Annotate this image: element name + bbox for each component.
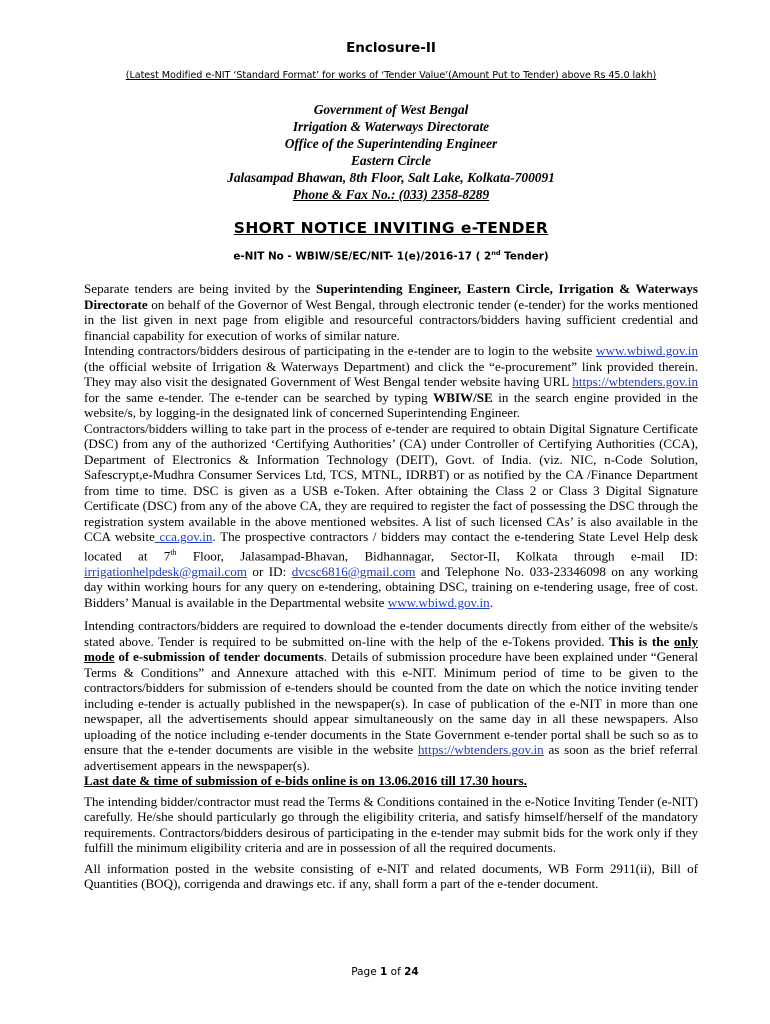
paragraph-information: All information posted in the website consisting of e-NIT and related documents, WB Form 2911(ii), Bill of Quantities (BOQ), corrigenda and drawings etc. if any, shall form a part of the e-tender document. <box>84 860 698 892</box>
para2-text-1: Intending contractors/bidders desirous of participating in the e-tender are to login to the website <box>84 343 597 359</box>
para3-text-6: . <box>489 594 493 610</box>
link-cca[interactable]: cca.gov.in <box>154 529 213 545</box>
enit-prefix: e-NIT No - WBIW/SE/EC/NIT- 1(e)/2016-17 ( 2 <box>233 250 492 263</box>
office-line-directorate: Irrigation & Waterways Directorate <box>292 119 490 134</box>
para2-text-4: in the search engine provided in the website/s, by logging-in the designated link of concerned Superintending Engineer. <box>84 389 698 421</box>
para1-text-1: Separate tenders are being invited by the <box>84 281 316 297</box>
office-line-circle: Eastern Circle <box>351 153 431 168</box>
paragraph-dsc <box>84 421 698 610</box>
enit-sup: nd <box>491 249 501 257</box>
para4-bold-underline: only mode <box>84 633 698 665</box>
enclosure-title: Enclosure-II <box>346 40 436 56</box>
para2-bold-1: WBIW/SE <box>433 389 493 405</box>
office-line-phone: Phone & Fax No.: (033) 2358-8289 <box>292 187 490 202</box>
format-subtitle: (Latest Modified e-NIT ‘Standard Format’ for works of ‘Tender Value’(Amount Put to Tender) above Rs 45.0 lakh) <box>125 70 657 81</box>
office-address-block <box>84 101 698 203</box>
para2-text-3: for the same e-tender. The e-tender can be searched by typing <box>84 389 434 405</box>
link-helpdesk-email[interactable]: irrigationhelpdesk@gmail.com <box>84 563 247 579</box>
para4-text-3: as soon as the brief referral advertisement appears in the newspaper(s). <box>84 742 698 773</box>
para4-text-1: Intending contractors/bidders are required to download the e-tender documents directly from either of the website/s stated above. Tender is required to be submitted on-line with the help of the e-Tokens provided. <box>84 618 698 649</box>
para3-text-5: and Telephone No. 033-23346098 on any working day within working hours for any query on e-tendering, obtaining DSC, training on e-tendering usage, free of cost. Bidders’ Manual is available in the Departmental website <box>84 563 698 610</box>
para4-bold-2: of e-submission of tender documents <box>114 649 324 665</box>
last-date-text: Last date & time of submission of e-bids online is on 13.06.2016 till 17.30 hours. <box>84 773 528 789</box>
para1-bold-1: Superintending Engineer, Eastern Circle, Irrigation & Waterways Directorate <box>84 281 698 312</box>
enit-suffix: Tender) <box>500 250 549 263</box>
paragraph-terms: The intending bidder/contractor must read the Terms & Conditions contained in the e-Notice Inviting Tender (e-NIT) carefully. He/she should particularly go through the eligibility criteria, and satisfy himself/herself of the mandatory requirements. Contractors/bidders desirous of participating in the e-tender may submit bids for the work only if they fulfill the minimum eligibility criteria and are in possession of all the required documents. <box>84 793 698 856</box>
footer-page-total: 24 <box>404 966 419 978</box>
paragraph-download <box>84 618 698 773</box>
para3-text-4: or ID: <box>246 563 292 579</box>
para4-text-2: . Details of submission procedure have been explained under “General Terms & Conditions” and Annexure attached with this e-NIT. Minimum period of time to be given to the contractors/bidders for submission of e-tenders should be counted from the date on which the notice inviting tender including e-tender is actually published in the newspaper(s). In case of publication of the e-NIT in more than one newspaper, all the advertisements should appear simultaneously on the same day in all these newspapers. Also uploading of the notice including e-tender documents in the State Government e-tender portal shall be such so as to ensure that the e-tender documents are visible in the website <box>84 649 699 758</box>
para3-text-1: Contractors/bidders willing to take part in the process of e-tender are required to obtain Digital Signature Certificate (DSC) from any of the authorized ‘Certifying Authorities’ (CA) under Controller of Certifying Authorities (CCA), Department of Electronics & Information Technology (DEIT), Govt. of India. (viz. NIC, n-Code Solution, Safescrypt,e-Mudhra Consumer Services Ltd, TCS, MTNL, IDRBT) or as notified by the CA /Finance Department from time to time. DSC is given as a USB e-Token. After obtaining the Class 2 or Class 3 Digital Signature Certificate (DSC) from any of the above CA, they are required to register the fact of possessing the DSC through the registration system available in the above mentioned websites. A list of such licensed CAs’ is also available in the CCA website <box>84 420 698 545</box>
office-line-office: Office of the Superintending Engineer <box>284 136 498 151</box>
office-line-government: Government of West Bengal <box>313 102 469 117</box>
link-wbtenders[interactable]: https://wbtenders.gov.in <box>572 374 698 390</box>
enit-number <box>84 249 698 262</box>
link-wbtenders-2[interactable]: https://wbtenders.gov.in <box>418 742 544 758</box>
footer-mid: of <box>387 966 405 978</box>
para3-sup: th <box>170 547 177 557</box>
link-wbiwd[interactable]: www.wbiwd.gov.in <box>596 343 698 359</box>
notice-title: SHORT NOTICE INVITING e-TENDER <box>233 219 549 237</box>
footer-prefix: Page <box>351 966 381 978</box>
paragraph-last-date <box>84 773 698 789</box>
link-wbiwd-manual[interactable]: www.wbiwd.gov.in <box>387 594 490 610</box>
para1-text-2: on behalf of the Governor of West Bengal, through electronic tender (e-tender) for the works mentioned in the list given in next page from eligible and resourceful contractors/bidders having sufficient credential and financial capability for execution of works of similar nature. <box>84 296 698 343</box>
office-line-address: Jalasampad Bhawan, 8th Floor, Salt Lake, Kolkata-700091 <box>227 170 555 185</box>
para3-text-3: Floor, Jalasampad-Bhavan, Bidhannagar, Sector-II, Kolkata through e-mail ID: <box>176 548 698 564</box>
para4-bold-1: This is the <box>609 633 674 649</box>
page-footer <box>0 966 770 978</box>
footer-page-number: 1 <box>380 966 388 978</box>
para2-text-2: (the official website of Irrigation & Waterways Department) and click the “e-procurement” link provided therein. They may also visit the designated Government of West Bengal tender website having URL <box>84 358 698 390</box>
link-dvcsc-email[interactable]: dvcsc6816@gmail.com <box>291 563 416 579</box>
paragraph-login <box>84 343 698 421</box>
paragraph-invitation <box>84 281 698 343</box>
para3-text-2: . The prospective contractors / bidders may contact the e-tendering State Level Help desk located at 7 <box>84 529 698 564</box>
